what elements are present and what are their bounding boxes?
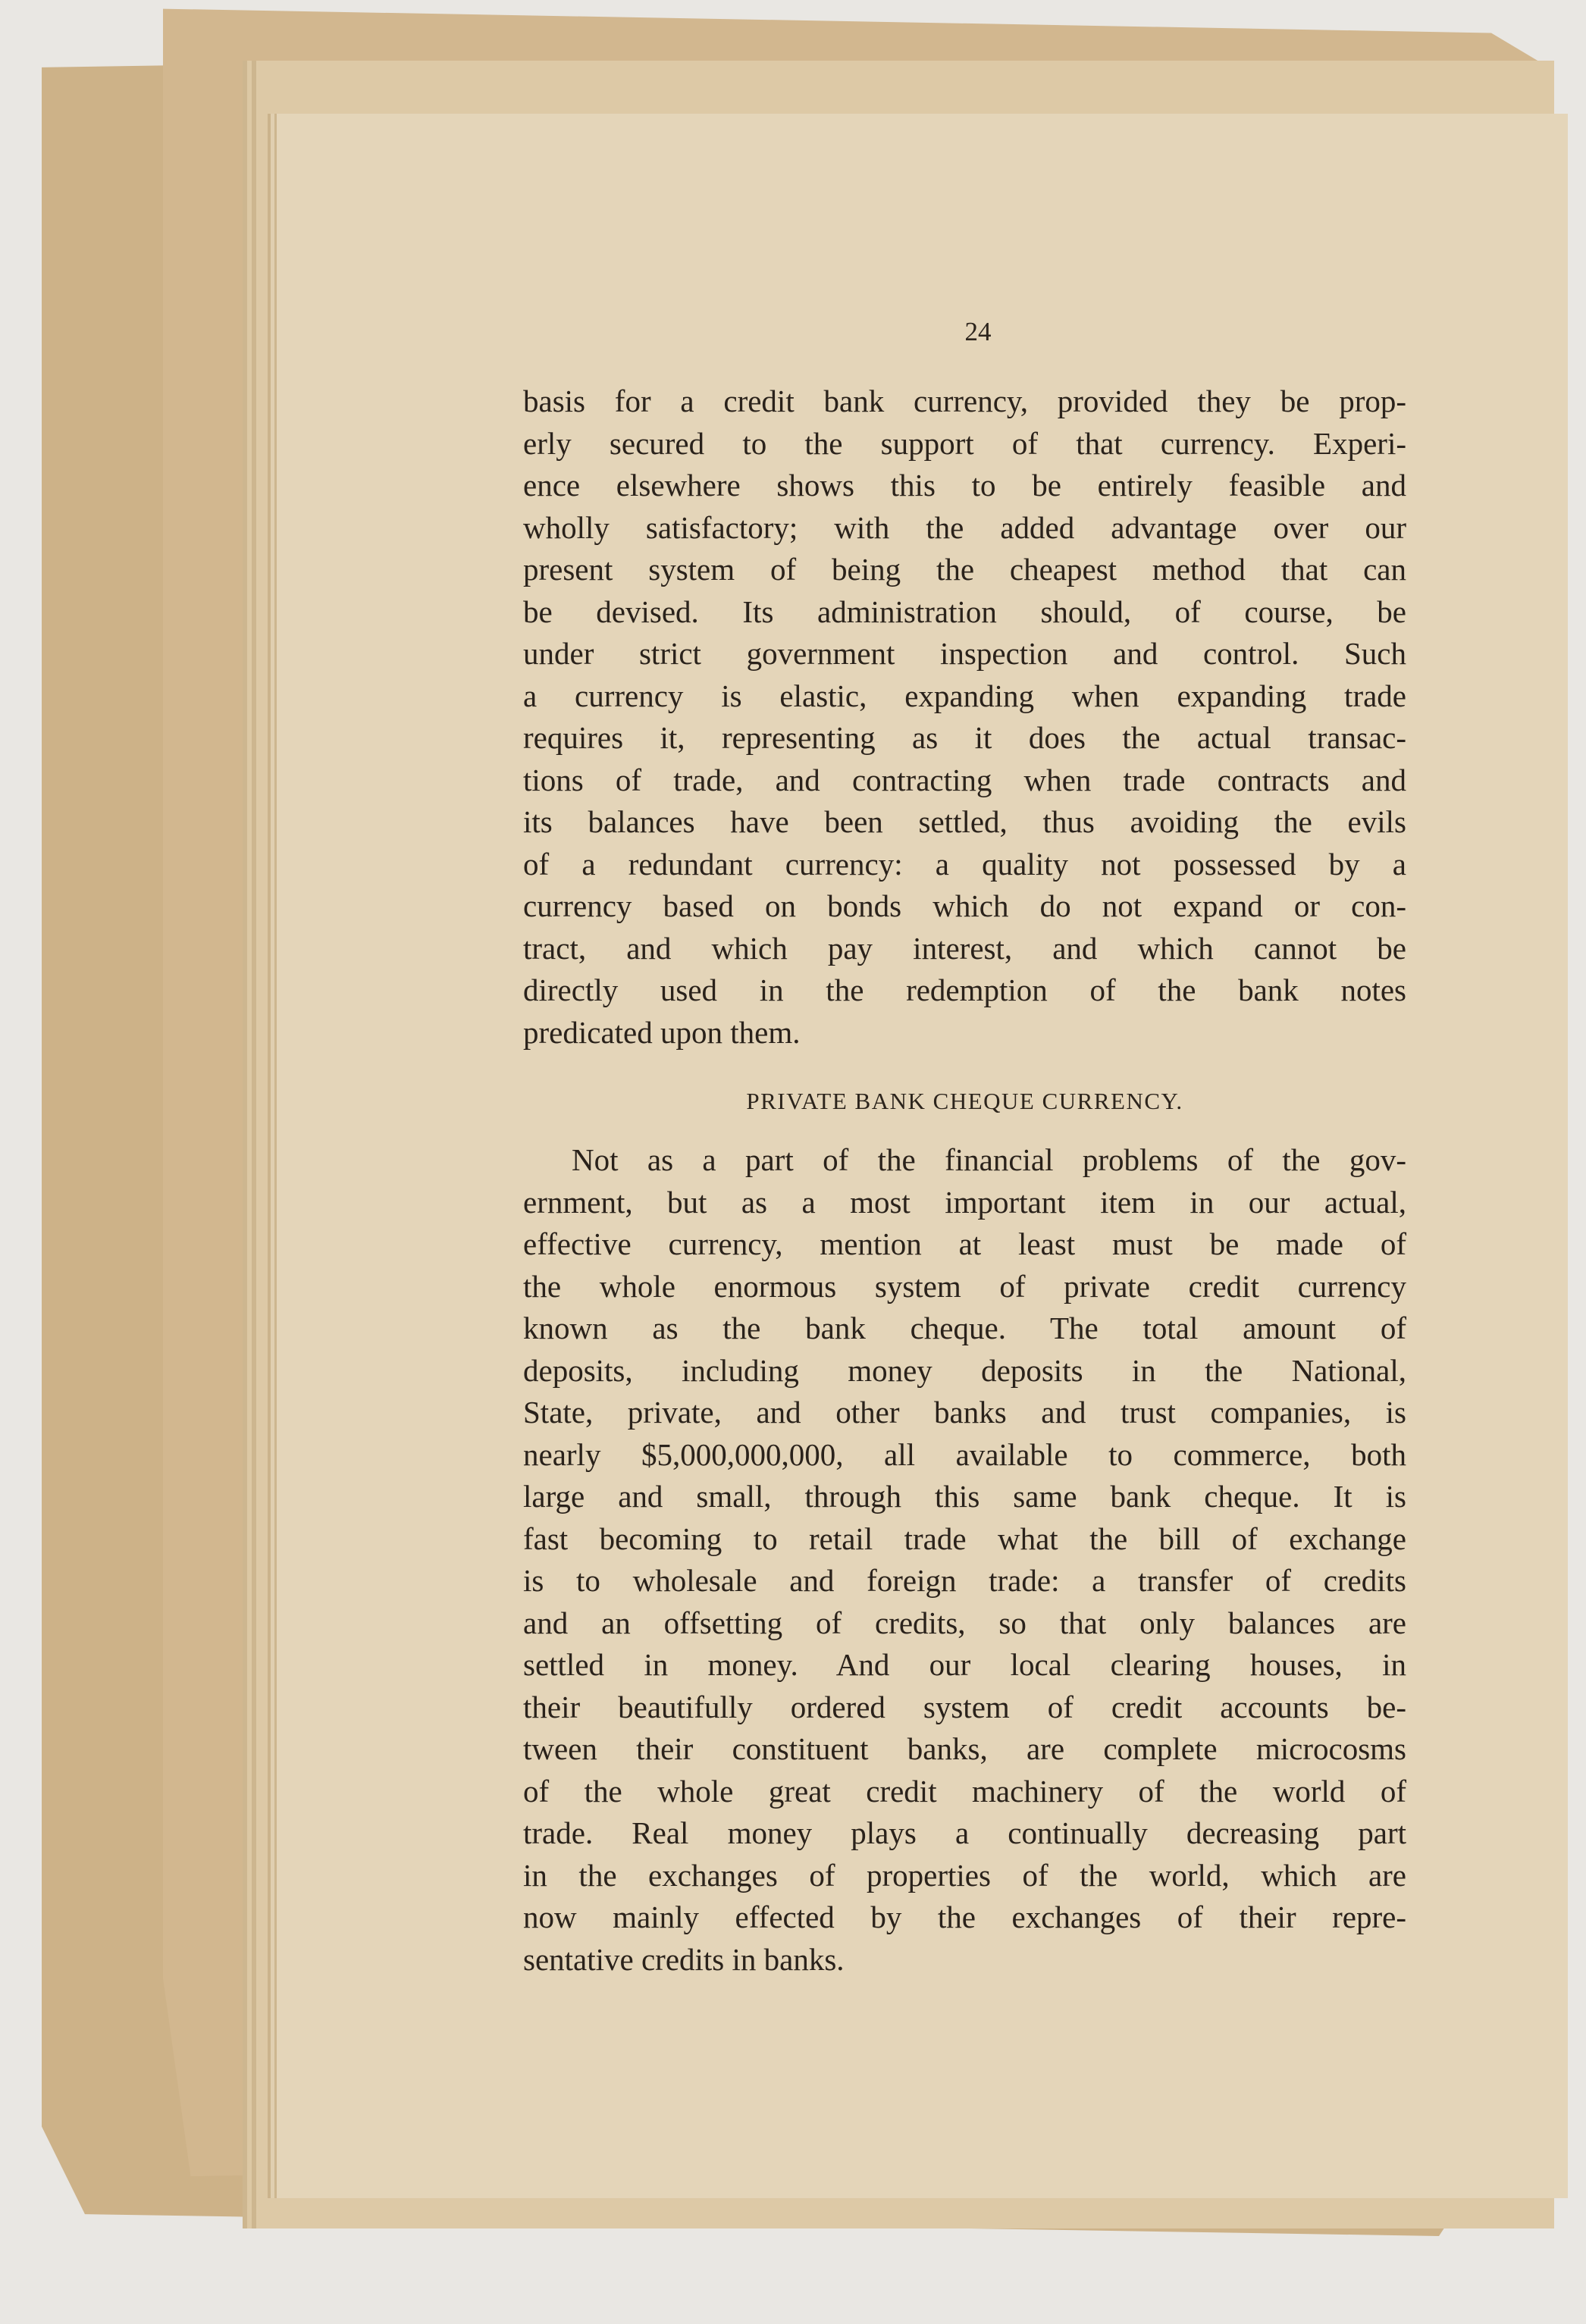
- text-line: Not as a part of the financial problems of the gov-: [572, 1142, 1406, 1177]
- text-line: a currency is elastic, expanding when expanding trade: [523, 678, 1406, 713]
- text-line: of the whole great credit machinery of the world of: [523, 1773, 1406, 1809]
- text-line: is to wholesale and foreign trade: a transfer of credits: [523, 1563, 1406, 1598]
- text-line: effective currency, mention at least must be made of: [523, 1226, 1406, 1261]
- text-line: tions of trade, and contracting when trade contracts and: [523, 762, 1406, 797]
- text-line: their beautifully ordered system of credit accounts be-: [523, 1689, 1406, 1724]
- text-line: deposits, including money deposits in the National,: [523, 1352, 1406, 1388]
- text-line: basis for a credit bank currency, provided they be prop-: [523, 384, 1406, 418]
- text-line: currency based on bonds which do not expand or con-: [523, 888, 1406, 923]
- paragraph-credit-currency: [523, 381, 1406, 1054]
- text-line: nearly $5,000,000,000, all available to commerce, both: [523, 1436, 1406, 1472]
- text-line: fast becoming to retail trade what the bill of exchange: [523, 1521, 1406, 1556]
- section-heading: PRIVATE BANK CHEQUE CURRENCY.: [746, 1088, 1183, 1114]
- text-line: and an offsetting of credits, so that only balances are: [523, 1605, 1406, 1640]
- text-line: State, private, and other banks and trust companies, is: [523, 1395, 1406, 1430]
- text-line: large and small, through this same bank cheque. It is: [523, 1479, 1406, 1514]
- text-line: the whole enormous system of private credit currency: [523, 1268, 1406, 1304]
- text-line: requires it, representing as it does the actual transac-: [523, 720, 1406, 755]
- text-line: be devised. Its administration should, of course, be: [523, 594, 1406, 629]
- page-number: 24: [964, 317, 992, 346]
- text-line: under strict government inspection and control. Such: [523, 636, 1406, 671]
- text-line: ernment, but as a most important item in our actual,: [523, 1184, 1406, 1220]
- text-line: directly used in the redemption of the bank notes: [523, 973, 1406, 1007]
- text-line: now mainly effected by the exchanges of their repre-: [523, 1900, 1406, 1934]
- text-line: wholly satisfactory; with the added advantage over our: [523, 509, 1406, 545]
- text-line: sentative credits in banks.: [523, 1941, 845, 1977]
- text-line: predicated upon them.: [523, 1014, 801, 1050]
- text-line: known as the bank cheque. The total amount of: [523, 1311, 1406, 1345]
- text-line: tract, and which pay interest, and which cannot be: [523, 930, 1406, 966]
- text-line: present system of being the cheapest method that can: [523, 552, 1406, 587]
- paragraph-bank-cheque: [523, 1139, 1406, 1981]
- text-line: tween their constituent banks, are complete microcosms: [523, 1731, 1406, 1766]
- text-line: settled in money. And our local clearing houses, in: [523, 1647, 1406, 1682]
- text-line: erly secured to the support of that currency. Experi-: [523, 425, 1406, 461]
- text-line: trade. Real money plays a continually decreasing part: [523, 1815, 1406, 1850]
- text-line: its balances have been settled, thus avoiding the evils: [523, 804, 1406, 839]
- text-line: of a redundant currency: a quality not possessed by a: [523, 846, 1406, 882]
- text-line: in the exchanges of properties of the world, which are: [523, 1857, 1406, 1893]
- text-line: ence elsewhere shows this to be entirely feasible and: [523, 468, 1406, 503]
